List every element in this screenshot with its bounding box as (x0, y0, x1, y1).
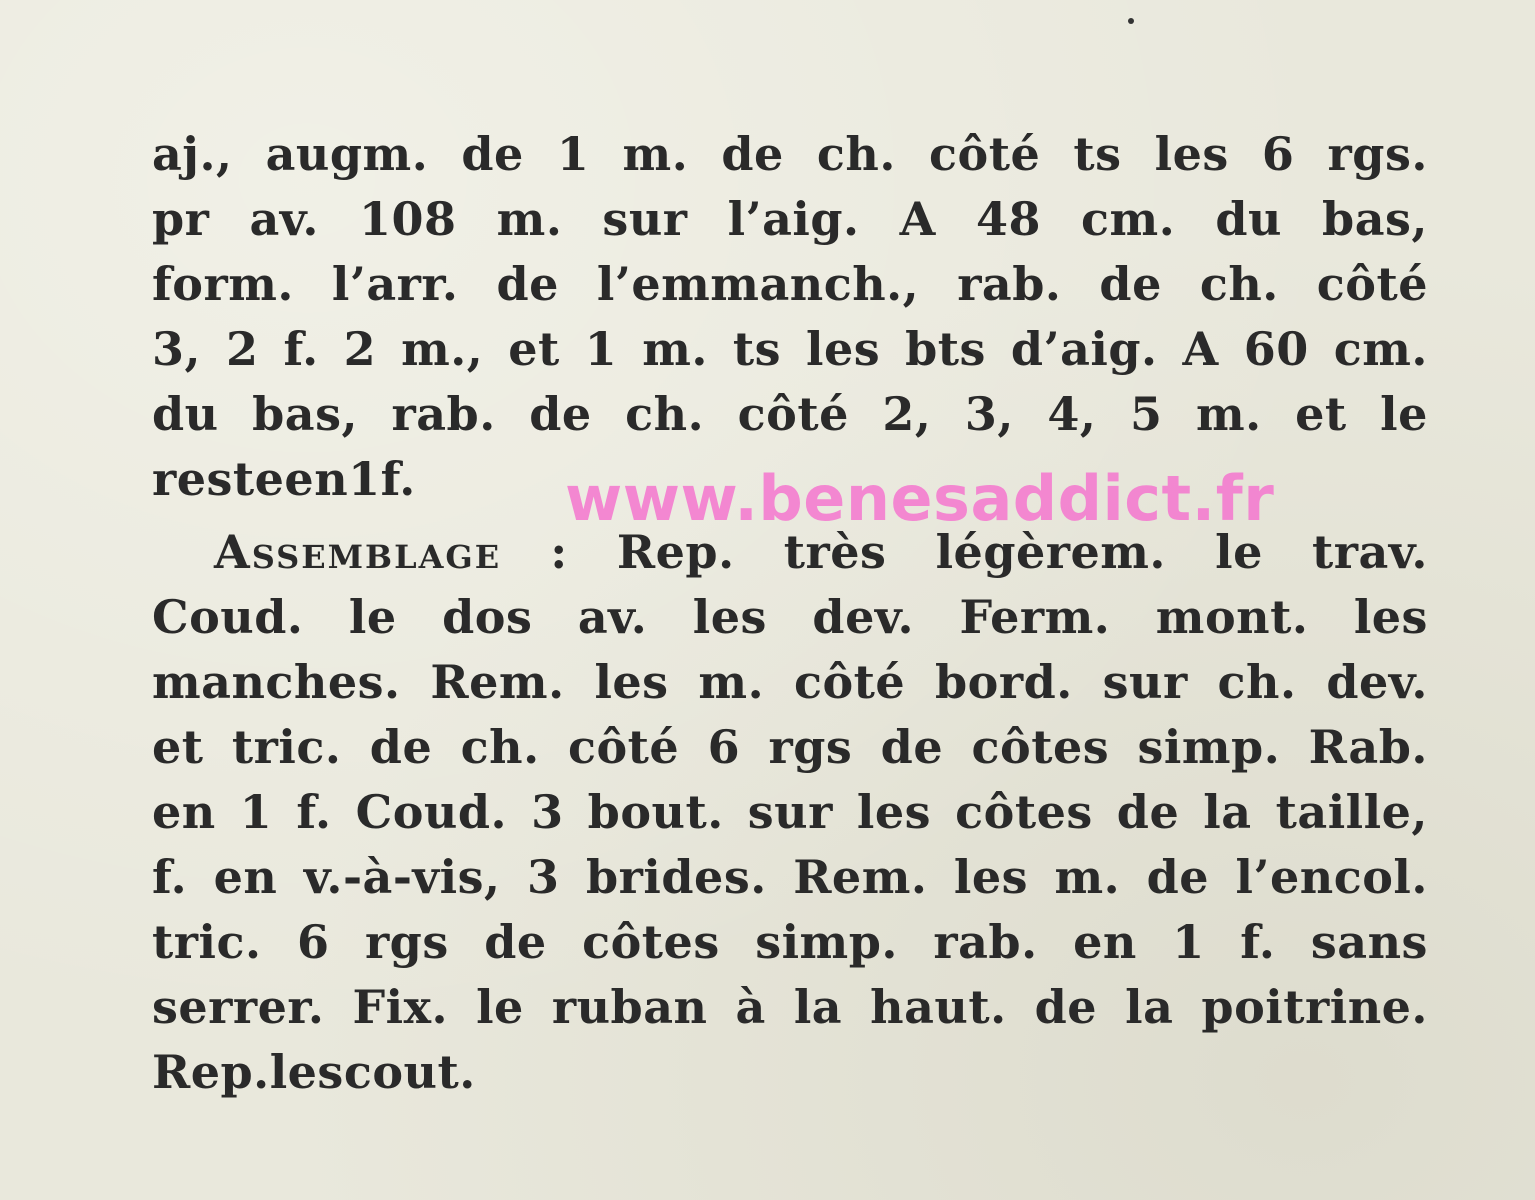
word: dev. (1326, 655, 1428, 709)
word: 1 (239, 785, 273, 839)
word: les (269, 1045, 344, 1099)
word: de (1116, 785, 1180, 839)
word: 1 (348, 452, 381, 506)
word: la (793, 980, 843, 1034)
word: m. (1195, 387, 1262, 441)
word: augm. (265, 127, 429, 181)
word: et (1295, 387, 1347, 441)
watermark-url: www.benesaddict.fr (565, 462, 1275, 535)
word: les (953, 850, 1028, 904)
word: côté (567, 720, 680, 774)
word: côtes (971, 720, 1110, 774)
word: taille, (1275, 785, 1428, 839)
word: 2 (343, 322, 377, 376)
text-line (152, 187, 1428, 252)
word: f. (296, 785, 332, 839)
word: 3 (527, 850, 560, 904)
word: Rep. (152, 1045, 270, 1099)
word: Fix. (352, 980, 449, 1034)
word: 60 (1243, 322, 1309, 376)
word: mont. (1155, 590, 1309, 644)
word: 6 (707, 720, 741, 774)
word: 108 (359, 192, 457, 246)
word: poitrine. (1201, 980, 1428, 1034)
word: reste (152, 452, 285, 506)
text-line (152, 317, 1428, 382)
word: bas, (252, 387, 358, 441)
word: ts (732, 322, 782, 376)
word: manches. (152, 655, 401, 709)
word: 4, (1047, 387, 1097, 441)
text-line (152, 780, 1428, 845)
word: les (594, 655, 669, 709)
word: dev. (812, 590, 914, 644)
word: tric. (231, 720, 342, 774)
word: tric. (152, 915, 262, 969)
word: m. (698, 655, 765, 709)
word: 1 (556, 127, 590, 181)
word: du (1215, 192, 1282, 246)
word: l’aig. (727, 192, 860, 246)
word: l’encol. (1235, 850, 1428, 904)
word: en (213, 850, 278, 904)
word: m., (401, 322, 484, 376)
word: dos (442, 590, 533, 644)
word: m. (1054, 850, 1121, 904)
paper-speck (1128, 18, 1134, 24)
section-heading: Assemblage (214, 525, 502, 579)
word: les (856, 785, 932, 839)
word: serrer. (152, 980, 325, 1034)
word: les (1353, 590, 1428, 644)
text-line (152, 975, 1428, 1040)
word: 1 (584, 322, 618, 376)
word: les (692, 590, 767, 644)
word: cout. (343, 1045, 476, 1099)
text-line (152, 715, 1428, 780)
word: côtes (955, 785, 1093, 839)
word: 3 (531, 785, 564, 839)
text-line (152, 845, 1428, 910)
word: côtes (582, 915, 720, 969)
paragraph-1 (152, 122, 1428, 512)
word: bord. (935, 655, 1073, 709)
word: du (152, 387, 219, 441)
word: ts (1073, 127, 1122, 181)
word: Ferm. (959, 590, 1111, 644)
text-line (152, 650, 1428, 715)
word: légèrem. (935, 525, 1166, 579)
word: ch. (625, 387, 705, 441)
text-line (152, 1040, 1428, 1105)
word: 1 (1172, 915, 1205, 969)
paragraph-2 (152, 520, 1428, 1105)
word: : (550, 525, 568, 579)
word: 48 (975, 192, 1041, 246)
word: sur (1102, 655, 1188, 709)
word: de (1146, 850, 1210, 904)
word: bas, (1322, 192, 1428, 246)
word: 2 (226, 322, 259, 376)
word: Rem. (430, 655, 565, 709)
word: haut. (870, 980, 1007, 1034)
word: A (899, 192, 936, 246)
text-line (152, 910, 1428, 975)
word: m. (642, 322, 708, 376)
word: de (529, 387, 592, 441)
word: f. (380, 452, 416, 506)
word: rgs (364, 915, 449, 969)
word: 2, (882, 387, 932, 441)
word: m. (622, 127, 689, 181)
word: de (369, 720, 433, 774)
word: rgs (768, 720, 853, 774)
word: ch. (816, 127, 896, 181)
word: l’emmanch., (596, 257, 920, 311)
word: rab. (391, 387, 496, 441)
word: de (461, 127, 524, 181)
word: de (880, 720, 944, 774)
word: de (1099, 257, 1162, 311)
word: ch. (460, 720, 540, 774)
word: f. (283, 322, 319, 376)
word: rab. (933, 915, 1038, 969)
word: ruban (551, 980, 708, 1034)
word: de (496, 257, 559, 311)
word: à (735, 980, 766, 1034)
word: pr (152, 192, 210, 246)
word: simp. (1137, 720, 1281, 774)
word: l’arr. (331, 257, 459, 311)
word: et (152, 720, 204, 774)
word: sur (747, 785, 833, 839)
word: cm. (1081, 192, 1176, 246)
word: cm. (1333, 322, 1428, 376)
word: 3, (964, 387, 1014, 441)
word: les (1154, 127, 1229, 181)
word: form. (152, 257, 294, 311)
word: av. (249, 192, 319, 246)
word: 3, (152, 322, 202, 376)
word: Rem. (793, 850, 928, 904)
word: 6 (296, 915, 330, 969)
word: rab. (957, 257, 1062, 311)
word: ch. (1199, 257, 1279, 311)
text-line (152, 122, 1428, 187)
word: côté (737, 387, 849, 441)
word: trav. (1312, 525, 1428, 579)
word: la (1125, 980, 1174, 1034)
word: 6 (1261, 127, 1295, 181)
word: aj., (152, 127, 233, 181)
word: le (1380, 387, 1428, 441)
word: bts (905, 322, 986, 376)
word: m. (496, 192, 563, 246)
word: brides. (586, 850, 767, 904)
word: de (1034, 980, 1098, 1034)
word: f. (1240, 915, 1276, 969)
word: sans (1310, 915, 1428, 969)
word: Coud. (355, 785, 508, 839)
word: la (1203, 785, 1252, 839)
word: en (284, 452, 349, 506)
word: simp. (755, 915, 898, 969)
word: d’aig. (1010, 322, 1158, 376)
text-line (152, 585, 1428, 650)
word: ch. (1217, 655, 1297, 709)
word: av. (577, 590, 648, 644)
text-line (152, 252, 1428, 317)
word: et (508, 322, 560, 376)
text-line (152, 382, 1428, 447)
word: A (1182, 322, 1219, 376)
word: de (721, 127, 784, 181)
word: sur (602, 192, 688, 246)
word: en (152, 785, 216, 839)
word: v.-à-vis, (303, 850, 501, 904)
word: bout. (587, 785, 724, 839)
word: côté (793, 655, 906, 709)
word: Rab. (1308, 720, 1428, 774)
word: côté (929, 127, 1041, 181)
word: rgs. (1327, 127, 1428, 181)
word: très (783, 525, 887, 579)
word: de (484, 915, 547, 969)
word: Rep. (616, 525, 735, 579)
word: en (1073, 915, 1137, 969)
word: les (806, 322, 881, 376)
word: le (348, 590, 397, 644)
word: Coud. (152, 590, 304, 644)
word: le (476, 980, 524, 1034)
document-body (152, 122, 1428, 1105)
word: côté (1316, 257, 1428, 311)
word: le (1215, 525, 1263, 579)
word: 5 (1129, 387, 1163, 441)
word: f. (152, 850, 188, 904)
